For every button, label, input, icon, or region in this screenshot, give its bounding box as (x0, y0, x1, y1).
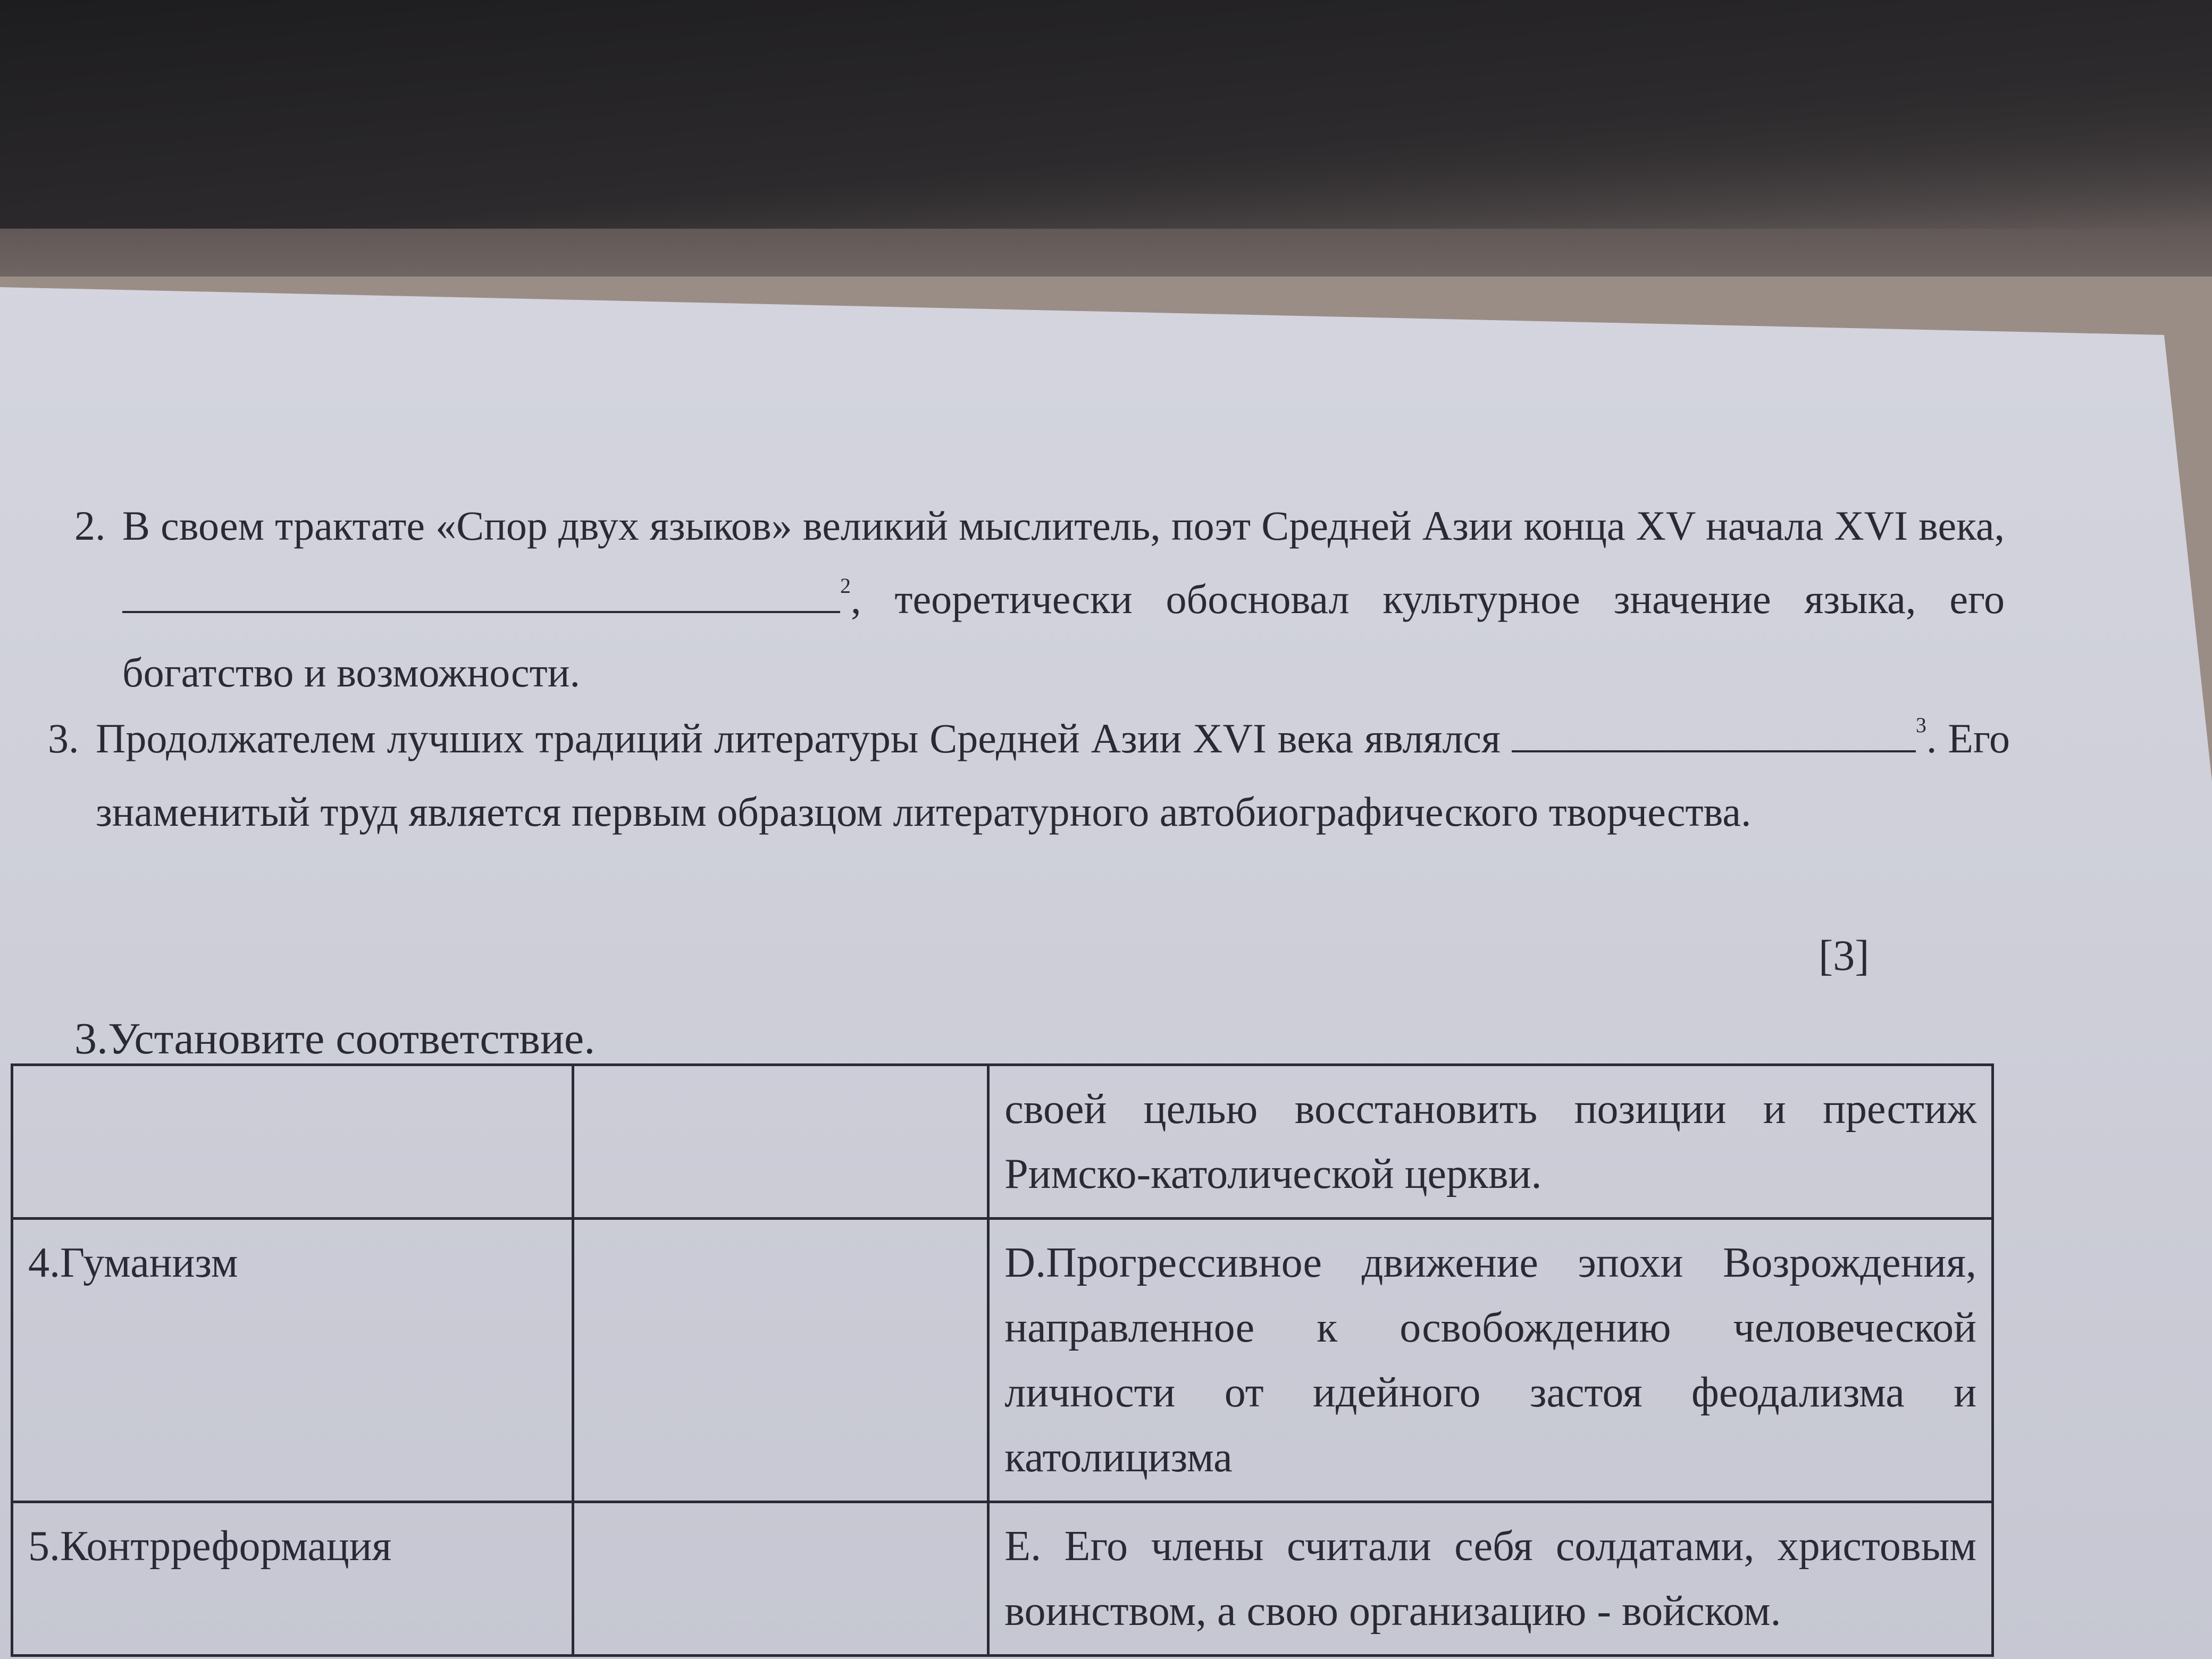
question-3-text-before: Продолжателем лучших традиций литературы Средней Азии XVI века являлся (96, 715, 1501, 761)
footnote-2: 2 (840, 574, 851, 598)
question-3-text-after: . Его знаменитый труд является первым образцом литературного автобиографического творчества. (96, 715, 2010, 835)
definition-cell: своей целью восстановить позиции и престиж Римско-католической церкви. (988, 1065, 1993, 1219)
term-cell: 5.Контрреформация (12, 1502, 573, 1656)
question-2 (74, 489, 2005, 709)
question-2-text-before: В своем трактате «Спор двух языков» великий мыслитель, поэт Средней Азии конца XV начала XVI века, (122, 502, 2005, 549)
desk-background (0, 0, 2212, 276)
table-row (12, 1065, 1993, 1219)
table-row (12, 1502, 1993, 1656)
task-title: 3.Установите соответствие. (74, 1014, 596, 1063)
question-3-number: 3. (48, 715, 79, 761)
footnote-3: 3 (1915, 713, 1926, 737)
definition-cell: E. Его члены считали себя солдатами, христовым воинством, а свою организацию - войском. (988, 1502, 1993, 1656)
answer-blank-3[interactable] (1512, 713, 1916, 752)
table-row (12, 1219, 1993, 1502)
question-3 (48, 702, 2010, 849)
score-label: [3] (1819, 931, 1870, 979)
question-2-text-after: , теоретически обосновал культурное значение языка, его богатство и возможности. (122, 576, 2005, 696)
term-cell (12, 1065, 573, 1219)
answer-cell[interactable] (573, 1219, 988, 1502)
definition-cell: D.Прогрессивное движение эпохи Возрождения, направленное к освобождению человеческой личности от идейного застоя феодализма и католицизма (988, 1219, 1993, 1502)
matching-table (11, 1063, 1994, 1657)
term-cell: 4.Гуманизм (12, 1219, 573, 1502)
answer-cell[interactable] (573, 1502, 988, 1656)
question-2-number: 2. (74, 502, 106, 549)
answer-cell[interactable] (573, 1065, 988, 1219)
answer-blank-2[interactable] (122, 574, 840, 613)
